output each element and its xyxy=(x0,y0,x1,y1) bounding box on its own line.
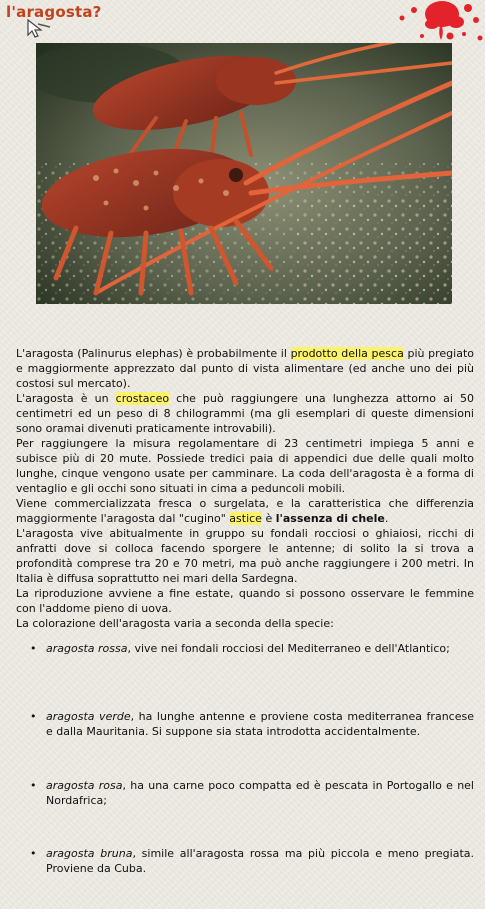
text-span: . xyxy=(384,512,389,525)
species-description: , ha lunghe antenne e proviene costa mediterranea francese e dalla Mauritania. Si suppone sia stata introdotta accidentalmente. xyxy=(46,710,474,738)
paragraph-commerce xyxy=(16,496,474,526)
species-name: aragosta bruna xyxy=(46,847,133,860)
paragraph-reproduction: La riproduzione avviene a fine estate, quando si possono osservare le femmine con l'addome pieno di uova. xyxy=(16,587,474,615)
text-span: L'aragosta (Palinurus elephas) è probabilmente il xyxy=(16,347,291,360)
text-span: è xyxy=(261,512,276,525)
paragraph-dimensions xyxy=(16,391,474,436)
list-item xyxy=(30,846,474,876)
species-name: aragosta verde xyxy=(46,710,131,723)
list-item xyxy=(30,641,474,709)
species-name: aragosta rosa xyxy=(46,779,123,792)
species-description: , ha una carne poco compatta ed è pescata in Portogallo e nel Nordafrica; xyxy=(46,779,474,807)
red-paint-splatter-icon xyxy=(394,0,485,44)
species-description: , simile all'aragosta rossa ma più piccola e meno pregiata. Proviene da Cuba. xyxy=(46,847,474,875)
bullet-icon: • xyxy=(30,779,37,792)
list-item xyxy=(30,709,474,778)
article-body xyxy=(16,346,474,876)
bullet-icon: • xyxy=(30,642,37,655)
species-name: aragosta rossa xyxy=(46,642,128,655)
page-title: l'aragosta? xyxy=(6,3,102,21)
highlight-crostaceo[interactable]: crostaceo xyxy=(115,392,170,405)
highlight-prodotto-pesca[interactable]: prodotto della pesca xyxy=(290,347,404,360)
text-span: più pregiato e maggiormente apprezzato dal punto di vista alimentare (ed anche uno dei più costosi sul mercato). xyxy=(16,347,475,390)
paragraph-habitat: L'aragosta vive abitualmente in gruppo su fondali rocciosi o ghiaiosi, ricchi di anfratti dove si colloca facendo sporgere le antenne; di solito la si trova a profondità comprese tra 20 e 70 metri, ma può anche raggiungere i 200 metri. In Italia è diffusa soprattutto nei mari della Sardegna. xyxy=(16,527,474,585)
bold-assenza-chele: l'assenza di chele xyxy=(275,512,385,525)
highlight-astice[interactable]: astice xyxy=(229,512,262,525)
text-span: L'aragosta è un xyxy=(16,392,116,405)
list-item xyxy=(30,778,474,846)
text-span: che può raggiungere una lunghezza attorno ai 50 centimetri ed un peso di 8 chilogrammi (ma gli esemplari di queste dimensioni sono oramai divenuti praticamente introvabili). xyxy=(16,392,474,435)
cursor-arrow-icon xyxy=(26,18,54,38)
paragraph-growth: Per raggiungere la misura regolamentare di 23 centimetri impiega 5 anni e subisce più di 20 mute. Possiede tredici paia di appendici due delle quali molto lunghe, cinque vengono usate per camminare. La coda dell'aragosta è a forma di ventaglio e gli occhi sono situati in cima a peduncoli mobili. xyxy=(16,437,474,495)
bullet-icon: • xyxy=(30,847,37,860)
species-list xyxy=(16,641,474,876)
bullet-icon: • xyxy=(30,710,37,723)
lobster-photo xyxy=(36,43,452,304)
paragraph-coloration: La colorazione dell'aragosta varia a seconda della specie: xyxy=(16,617,334,630)
paragraph-intro xyxy=(16,346,474,391)
species-description: , vive nei fondali rocciosi del Mediterraneo e dell'Atlantico; xyxy=(127,642,450,655)
text-span: Viene commercializzata fresca o surgelata, e la caratteristica che differenzia maggiormente l'aragosta dal "cugino" xyxy=(16,497,474,525)
